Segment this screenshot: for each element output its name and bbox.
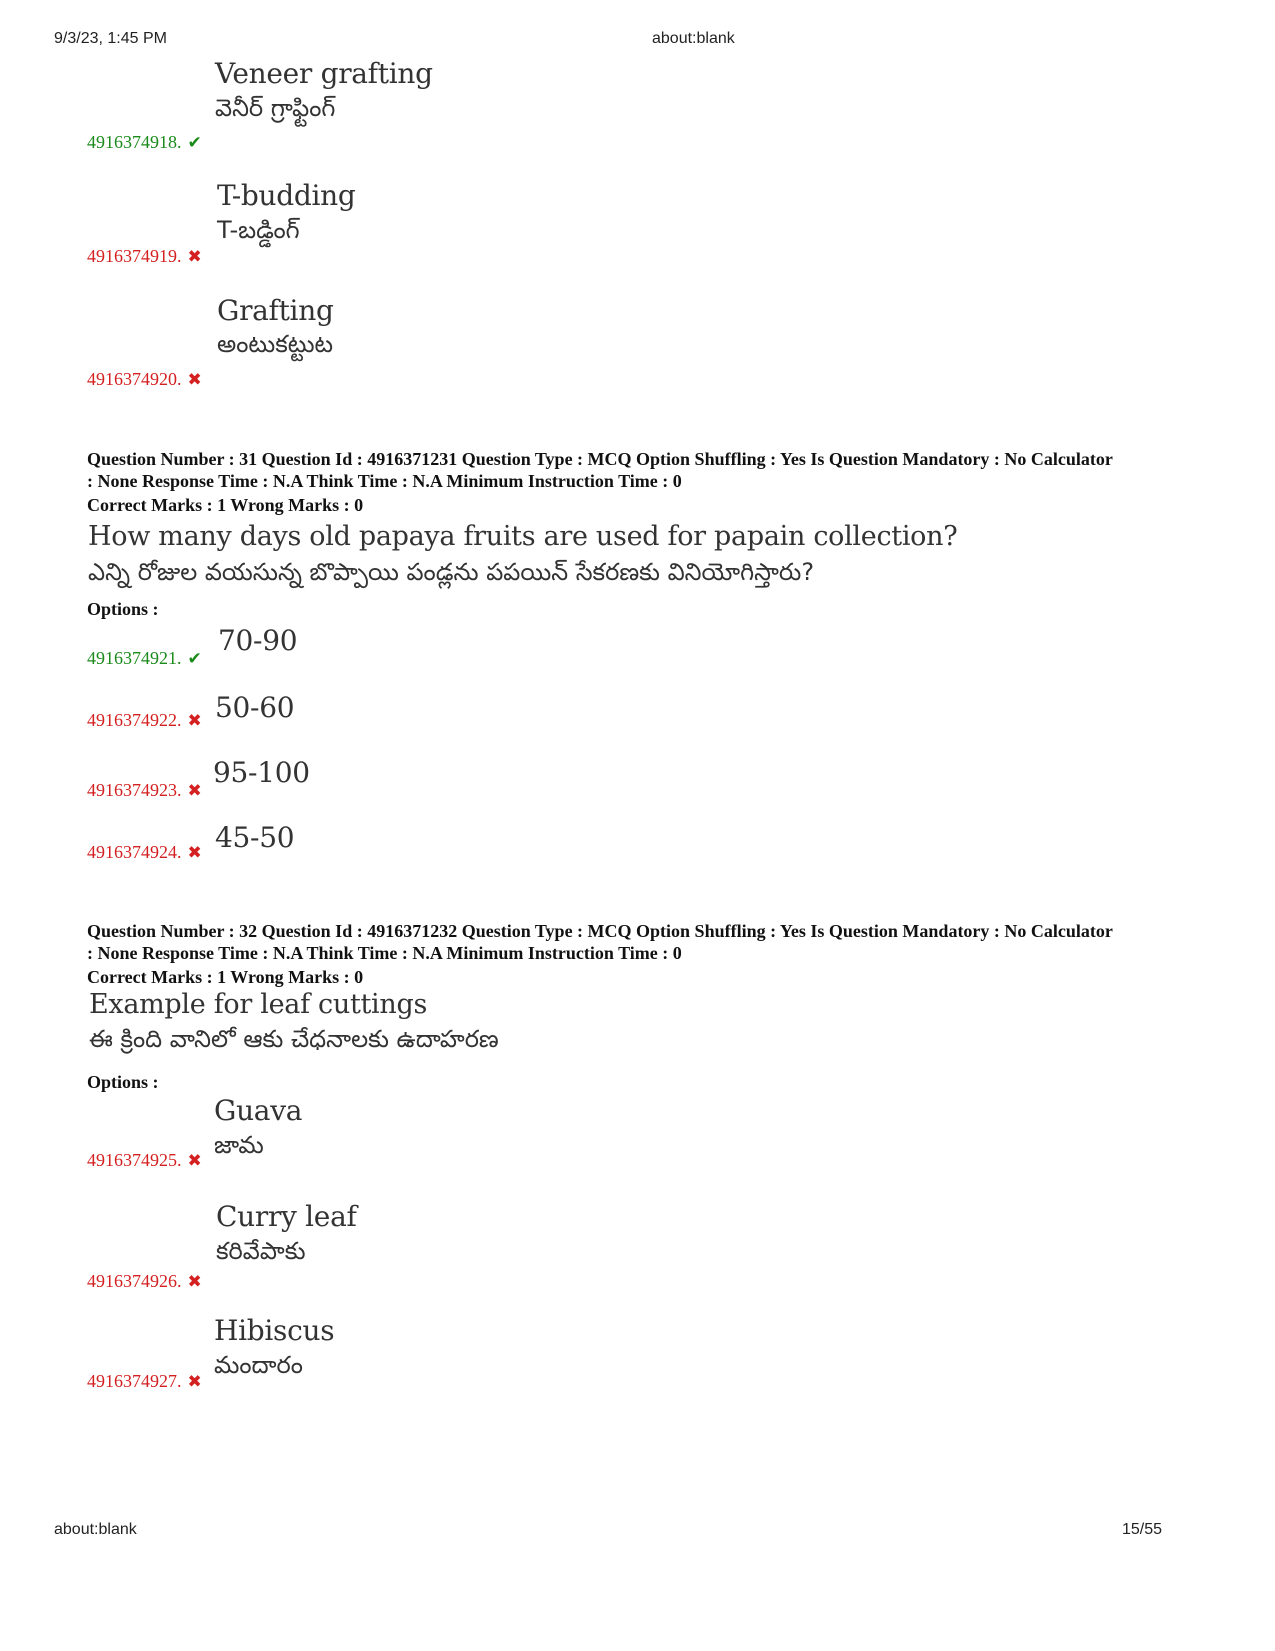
option-id [87, 1371, 202, 1392]
option-id [87, 648, 202, 669]
option-id [87, 369, 202, 390]
option-id-text: 4916374926. [87, 1271, 182, 1291]
option-id [87, 246, 202, 267]
option-id-text: 4916374924. [87, 842, 182, 862]
option-id [87, 710, 202, 731]
question-text-en: Example for leaf cuttings [89, 989, 428, 1020]
cross-icon: ✖ [187, 1151, 202, 1171]
option-text-en: Grafting [217, 294, 334, 327]
option-id-text: 4916374922. [87, 710, 182, 730]
question-meta [87, 920, 1197, 964]
question-meta-line2: : None Response Time : N.A Think Time : N.A Minimum Instruction Time : 0 [87, 943, 682, 963]
options-label: Options : [87, 1072, 159, 1092]
option-id-text: 4916374920. [87, 369, 182, 389]
question-text-en: How many days old papaya fruits are used for papain collection? [88, 521, 958, 552]
cross-icon: ✖ [187, 781, 202, 801]
option-text-te: జామ [214, 1131, 264, 1159]
question-meta-line1: Question Number : 31 Question Id : 4916371231 Question Type : MCQ Option Shuffling : Yes Is Question Mandatory : No Calculator [87, 449, 1113, 469]
option-id [87, 1271, 202, 1292]
cross-icon: ✖ [187, 370, 202, 390]
option-text-te: T-బడ్డింగ్ [217, 216, 300, 244]
option-text-en: 45-50 [215, 821, 295, 854]
option-id-text: 4916374925. [87, 1150, 182, 1170]
question-marks: Correct Marks : 1 Wrong Marks : 0 [87, 967, 364, 987]
option-id [87, 780, 202, 801]
print-url: about:blank [652, 30, 735, 47]
option-text-te: కరివేపాకు [216, 1237, 306, 1265]
cross-icon: ✖ [187, 1372, 202, 1392]
option-text-te: మందారం [214, 1351, 303, 1379]
options-label: Options : [87, 599, 159, 619]
option-text-en: Veneer grafting [215, 57, 433, 90]
option-text-en: 70-90 [218, 624, 298, 657]
option-text-en: 95-100 [213, 756, 310, 789]
cross-icon: ✖ [187, 247, 202, 267]
option-id-text: 4916374919. [87, 246, 182, 266]
question-meta [87, 448, 1197, 492]
cross-icon: ✖ [187, 1272, 202, 1292]
option-id [87, 1150, 202, 1171]
option-id-text: 4916374921. [87, 648, 182, 668]
check-icon: ✔ [187, 649, 202, 669]
question-text-te: ఎన్ని రోజుల వయసున్న బొప్పాయి పండ్లను పపయిన్ సేకరణకు వినియోగిస్తారు? [88, 558, 815, 586]
footer-url: about:blank [54, 1521, 137, 1538]
check-icon: ✔ [187, 133, 202, 153]
option-id-text: 4916374927. [87, 1371, 182, 1391]
question-meta-line1: Question Number : 32 Question Id : 4916371232 Question Type : MCQ Option Shuffling : Yes Is Question Mandatory : No Calculator [87, 921, 1113, 941]
question-text-te: ఈ క్రింది వానిలో ఆకు చేధనాలకు ఉదాహరణ [89, 1025, 499, 1053]
page-number: 15/55 [1122, 1521, 1163, 1538]
option-id-text: 4916374918. [87, 132, 182, 152]
option-text-en: Guava [214, 1094, 303, 1127]
question-marks: Correct Marks : 1 Wrong Marks : 0 [87, 495, 364, 515]
option-text-en: T-budding [217, 179, 356, 212]
option-id [87, 842, 202, 863]
option-id-text: 4916374923. [87, 780, 182, 800]
option-id [87, 132, 202, 153]
option-text-en: Curry leaf [216, 1200, 357, 1233]
print-datetime: 9/3/23, 1:45 PM [54, 30, 167, 47]
option-text-en: 50-60 [215, 691, 295, 724]
cross-icon: ✖ [187, 843, 202, 863]
option-text-te: వెనీర్ గ్రాఫ్టింగ్ [215, 94, 336, 122]
cross-icon: ✖ [187, 711, 202, 731]
question-meta-line2: : None Response Time : N.A Think Time : N.A Minimum Instruction Time : 0 [87, 471, 682, 491]
option-text-en: Hibiscus [214, 1314, 335, 1347]
option-text-te: అంటుకట్టుట [217, 330, 334, 358]
